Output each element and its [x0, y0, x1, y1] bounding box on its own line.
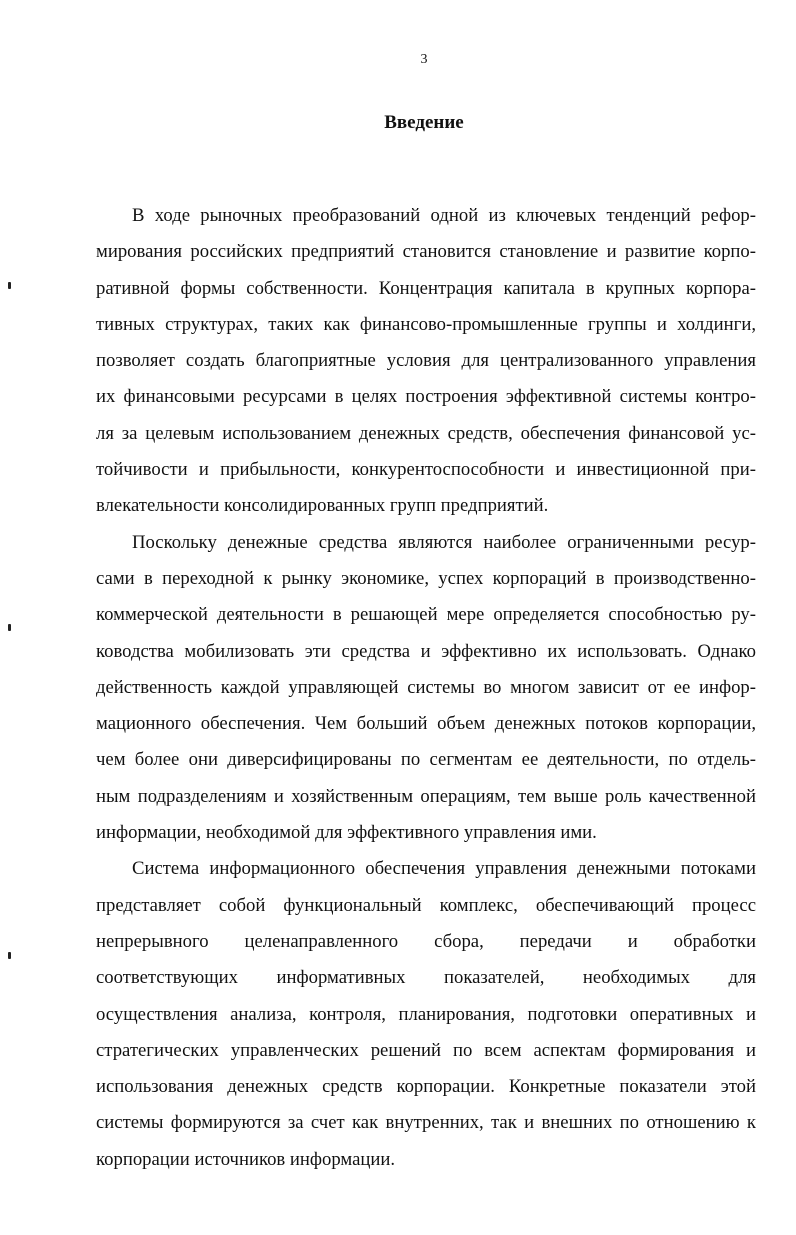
text-line: соответствующих информативных показателей, необходимых для	[96, 967, 756, 989]
text-line: системы формируются за счет как внутренних, так и внешних по отношению к	[96, 1112, 756, 1134]
paragraph-3	[96, 851, 756, 1178]
text-line: ля за целевым использованием денежных средств, обеспечения финансовой ус-	[96, 422, 756, 444]
text-line: ководства мобилизовать эти средства и эффективно их использовать. Однако	[96, 640, 756, 662]
text-line: использования денежных средств корпорации. Конкретные показатели этой	[96, 1076, 756, 1098]
page-number: 3	[420, 52, 428, 67]
text-line: представляет собой функциональный комплекс, обеспечивающий процесс	[96, 894, 756, 916]
body-text	[96, 198, 756, 1178]
text-line: Поскольку денежные средства являются наиболее ограниченными ресур-	[132, 531, 756, 553]
text-line: Система информационного обеспечения управления денежными потоками	[132, 858, 756, 880]
text-line: чем более они диверсифицированы по сегментам ее деятельности, по отдель-	[96, 749, 756, 771]
text-line: осуществления анализа, контроля, планирования, подготовки оперативных и	[96, 1003, 756, 1025]
text-line: ративной формы собственности. Концентрация капитала в крупных корпора-	[96, 277, 756, 299]
text-line: коммерческой деятельности в решающей мере определяется способностью ру-	[96, 604, 756, 626]
text-line: корпорации источников информации.	[96, 1148, 396, 1170]
text-line: тивных структурах, таких как финансово-промышленные группы и холдинги,	[96, 313, 756, 335]
text-line: мационного обеспечения. Чем больший объем денежных потоков корпорации,	[96, 713, 756, 735]
text-line: непрерывного целенаправленного сбора, передачи и обработки	[96, 930, 756, 952]
text-line: сами в переходной к рынку экономике, успех корпораций в производственно-	[96, 567, 756, 589]
text-line: информации, необходимой для эффективного управления ими.	[96, 822, 597, 844]
text-line: позволяет создать благоприятные условия для централизованного управления	[96, 350, 756, 372]
text-line: В ходе рыночных преобразований одной из ключевых тенденций рефор-	[132, 205, 756, 226]
text-line: действенность каждой управляющей системы во многом зависит от ее инфор-	[96, 676, 756, 698]
text-line: влекательности консолидированных групп предприятий.	[96, 495, 549, 517]
text-line: тойчивости и прибыльности, конкурентоспособности и инвестиционной при-	[96, 459, 756, 481]
paragraph-1	[96, 198, 756, 525]
text-line: мирования российских предприятий становится становление и развитие корпо-	[96, 241, 756, 263]
text-line: их финансовыми ресурсами в целях построения эффективной системы контро-	[96, 386, 756, 408]
scan-speck	[8, 282, 11, 289]
paragraph-2	[96, 525, 756, 852]
scan-speck	[8, 624, 11, 631]
text-line: стратегических управленческих решений по всем аспектам формирования и	[96, 1039, 756, 1061]
text-line: ным подразделениям и хозяйственным операциям, тем выше роль качественной	[96, 785, 756, 807]
scan-speck	[8, 952, 11, 959]
page-title: Введение	[384, 112, 464, 133]
